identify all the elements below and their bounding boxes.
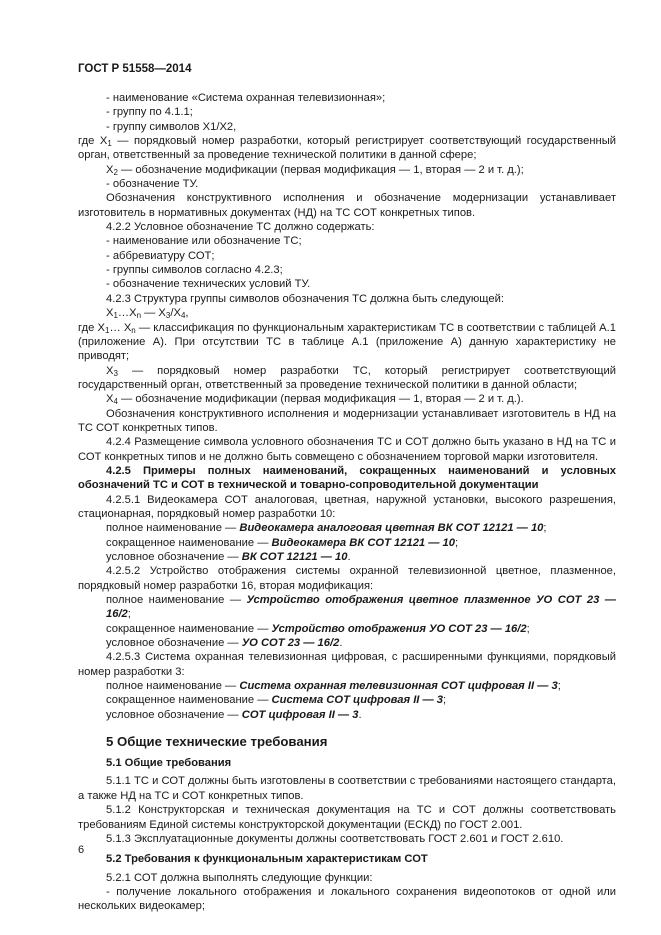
page-number: 6	[78, 844, 85, 856]
paragraph: 5.1.1 ТС и СОТ должны быть изготовлены в соответствии с требованиями настоящего стандарта, а также НД на ТС и СОТ конкретных типов.	[78, 775, 616, 802]
section-heading: 4.2.5 Примеры полных наименований, сокращенных наименований и условных обозначений ТС и СОТ в технической и товарно-сопроводительной документации	[78, 464, 616, 492]
paragraph: где $Х_1\dots$ $Х_n$ — классификация по функциональным характеристикам ТС в соответствии с таблицей А.1 (приложение А). При отсутствии ТС в таблице А.1 (приложение А) данную характеристику не приводят;	[78, 321, 616, 363]
example-line: полное наименование — Устройство отображения цветное плазменное УО СОТ 23 — 16/2;	[106, 594, 616, 621]
subsection-title: 5.2 Требования к функциональным характеристикам СОТ	[106, 853, 428, 866]
subsection-title: 5.1 Общие требования	[106, 757, 232, 770]
paragraph: 4.2.5.1 Видеокамера СОТ аналоговая, цветная, наружной установки, высокого разрешения, стационарная, порядковый номер разработки 10:	[78, 493, 616, 520]
paragraph: $Х_3$ — порядковый номер разработки ТС, который регистрирует соответствующий государственный орган, ответственный за проведение технической политики в данной области;	[78, 364, 616, 391]
example-line: полное наименование — Система охранная телевизионная СОТ цифровая II — 3;	[106, 680, 561, 693]
page-body	[78, 91, 616, 914]
section-title: 5 Общие технические требования	[106, 734, 328, 750]
paragraph: 4.2.5.3 Система охранная телевизионная цифровая, с расширенными функциями, порядковый номер разработки 3:	[78, 651, 616, 678]
document-header: ГОСТ Р 51558—2014	[78, 63, 192, 75]
paragraph: 5.1.2 Конструкторская и техническая документация на ТС и СОТ должны соответствовать требованиям Единой системы конструкторской документации (ЕСКД) по ГОСТ 2.001.	[78, 804, 616, 831]
list-item: - обозначение ТУ.	[106, 178, 199, 191]
list-item: - наименование или обозначение ТС;	[106, 235, 302, 248]
paragraph: 4.2.2 Условное обозначение ТС должно содержать:	[106, 221, 375, 234]
paragraph: где $Х_1$ — порядковый номер разработки, который регистрирует соответствующий государственный орган, ответственный за проведение технической политики в данной сфере;	[78, 135, 616, 162]
paragraph: 5.2.1 СОТ должна выполнять следующие функции:	[106, 871, 373, 884]
list-item: - получение локального отображения и локального сохранения видеопотоков от одной или нескольких видеокамер;	[78, 885, 616, 913]
example-line: условное обозначение — УО СОТ 23 — 16/2.	[106, 637, 343, 650]
example-line: сокращенное наименование — Система СОТ цифровая II — 3;	[106, 694, 447, 707]
paragraph: Обозначения конструктивного исполнения и обозначение модернизации устанавливает изготовитель в нормативных документах (НД) на ТС СОТ конкретных типов.	[78, 192, 616, 219]
paragraph: Обозначения конструктивного исполнения и модернизации устанавливает изготовитель в НД на ТС СОТ конкретных типов.	[78, 407, 616, 434]
paragraph: 4.2.4 Размещение символа условного обозначения ТС и СОТ должно быть указано в НД на ТС и СОТ конкретных типов и не должно быть совмещено с обозначением торговой марки изготовителя.	[78, 436, 616, 463]
example-line: сокращенное наименование — Устройство отображения УО СОТ 23 — 16/2;	[106, 622, 530, 635]
list-item: - наименование «Система охранная телевизионная»;	[106, 92, 386, 104]
list-item: - группу по 4.1.1;	[106, 106, 193, 119]
example-line: полное наименование — Видеокамера аналоговая цветная ВК СОТ 12121 — 10;	[106, 522, 547, 535]
paragraph: $Х_4$ — обозначение модификации (первая модификация — 1, вторая — 2 и т. д.).	[106, 393, 524, 407]
list-item: - группу символов Х1/Х2,	[106, 120, 237, 133]
example-line: сокращенное наименование — Видеокамера ВК СОТ 12121 — 10;	[106, 536, 459, 549]
paragraph: 4.2.3 Структура группы символов обозначения ТС должна быть следующей:	[106, 292, 504, 305]
list-item: - аббревиатуру СОТ;	[106, 249, 215, 262]
example-line: условное обозначение — ВК СОТ 12121 — 10.	[106, 551, 351, 563]
paragraph: 4.2.5.2 Устройство отображения системы охранной телевизионной цветное, плазменное, порядковый номер разработки 16, вторая модификация:	[78, 565, 616, 592]
example-line: условное обозначение — СОТ цифровая II — 3.	[106, 708, 362, 721]
formula: $Х_1\dots Х_n$ — $Х_3/Х_4$,	[106, 307, 189, 321]
paragraph: 5.1.3 Эксплуатационные документы должны соответствовать ГОСТ 2.601 и ГОСТ 2.610.	[106, 832, 564, 845]
list-item: - обозначение технических условий ТУ.	[106, 278, 311, 291]
paragraph: $Х_2$ — обозначение модификации (первая модификация — 1, вторая — 2 и т. д.);	[106, 163, 524, 177]
list-item: - группы символов согласно 4.2.3;	[106, 264, 283, 277]
